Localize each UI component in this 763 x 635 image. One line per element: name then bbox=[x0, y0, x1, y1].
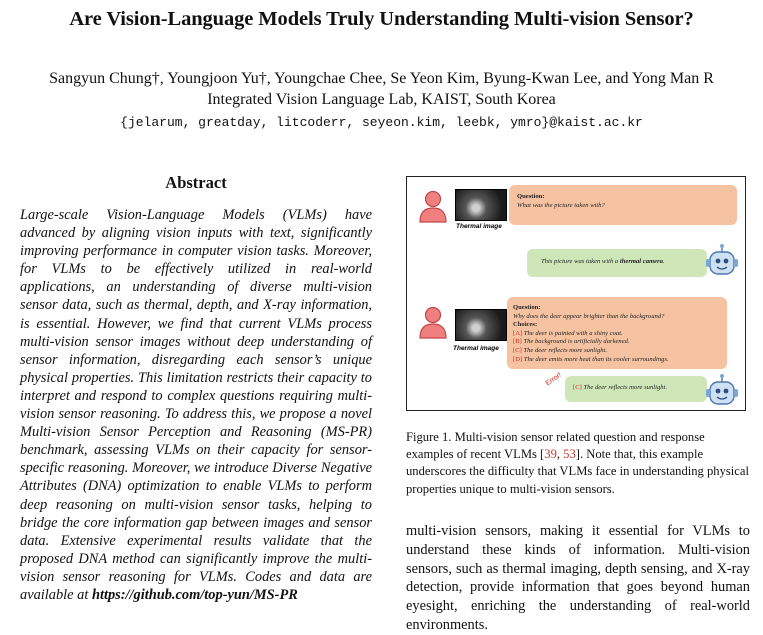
paper-title: Are Vision-Language Models Truly Understanding Multi-vision Sensor? bbox=[69, 8, 694, 30]
citation-link[interactable]: 39 bbox=[544, 447, 557, 462]
answer-choice-mark: [C] bbox=[573, 384, 582, 391]
choice-d: [D] The deer emits more heat than its cooler surroundings. bbox=[513, 355, 669, 363]
user-icon bbox=[417, 305, 449, 339]
thermal-image-label: Thermal image bbox=[456, 223, 502, 230]
question-label: Question: bbox=[517, 193, 545, 200]
answer-bubble-1: This picture was taken with a thermal camera. bbox=[527, 249, 707, 277]
choices-label: Choices: bbox=[513, 321, 538, 329]
thermal-image-label: Thermal image bbox=[453, 345, 499, 352]
question-bubble-1 bbox=[509, 185, 737, 225]
author-list: Sangyun Chung†, Youngjoon Yu†, Youngchae Chee, Se Yeon Kim, Byung-Kwan Lee, and Yong Man R bbox=[49, 70, 714, 87]
thermal-image-thumbnail bbox=[455, 189, 507, 221]
body-paragraph: multi-vision sensors, making it essential for VLMs to understand these kinds of information. Multi-vision sensors, such as thermal imaging, depth sensing, and X-ray detection, provide information that goes beyond human eyesight, enriching the understanding of real-world environments. bbox=[406, 523, 750, 633]
abstract-body bbox=[20, 206, 372, 604]
error-label: Error! bbox=[544, 371, 563, 388]
citation-link[interactable]: 53 bbox=[563, 447, 576, 462]
abstract-heading: Abstract bbox=[165, 173, 227, 192]
affiliation: Integrated Vision Language Lab, KAIST, South Korea bbox=[207, 91, 556, 108]
figure-1 bbox=[406, 176, 746, 411]
robot-icon bbox=[705, 243, 739, 279]
answer-bubble-2: [C] The deer reflects more sunlight. bbox=[565, 376, 707, 402]
question-label: Question: bbox=[513, 304, 541, 311]
question-bubble-2 bbox=[507, 297, 727, 369]
abstract-text: Large-scale Vision-Language Models (VLMs) have advanced by aligning vision inputs with text, significantly improving performance in computer vision tasks. Moreover, for VLMs to be effectively utilized in real-world applications, an understanding of diverse multi-vision sensor data, such as thermal, depth, and X-ray information, is essential. However, we find that current VLMs process multi-vision sensor images without deep understanding of sensor information, disregarding each sensor’s unique physical properties. This limitation restricts their capacity to interpret and respond to complex questions requiring multi-vision sensor reasoning. To address this, we propose a novel Multi-vision Sensor Perception and Reasoning (MS-PR) benchmark, assessing VLMs on their capacity for sensor-specific reasoning. Moreover, we introduce Diverse Negative Attributes (DNA) optimization to enable VLMs to perform deep reasoning on multi-vision sensor tasks, helping to bridge the core information gap between images and sensor data. Extensive experimental results validate that the proposed DNA method can significantly improve the multi-vision sensor reasoning for VLMs. Codes and data are available at bbox=[20, 207, 372, 603]
user-icon bbox=[417, 189, 449, 223]
question-text: Why does the deer appear brighter than the background? bbox=[513, 312, 665, 320]
choice-b: [B] The background is artificially darkened. bbox=[513, 338, 630, 346]
code-link[interactable]: https://github.com/top-yun/MS-PR bbox=[91, 586, 298, 603]
thermal-image-thumbnail bbox=[455, 309, 507, 341]
question-text: What was the picture taken with? bbox=[517, 201, 605, 209]
figure-caption: Figure 1. Multi-vision sensor related question and response examples of recent VLMs [39, 53]. Note that, this example underscores the difficulty that VLMs face in understanding physical properties unique to multi-vision sensors. bbox=[406, 430, 749, 496]
robot-icon bbox=[705, 373, 739, 409]
author-emails: {jelarum, greatday, litcoderr, seyeon.kim, leebk, ymro}@kaist.ac.kr bbox=[120, 115, 643, 130]
answer-highlight: thermal camera bbox=[619, 258, 663, 265]
choice-c: [C] The deer reflects more sunlight. bbox=[513, 346, 608, 354]
choice-a: [A] The deer is painted with a shiny coat. bbox=[513, 329, 623, 337]
